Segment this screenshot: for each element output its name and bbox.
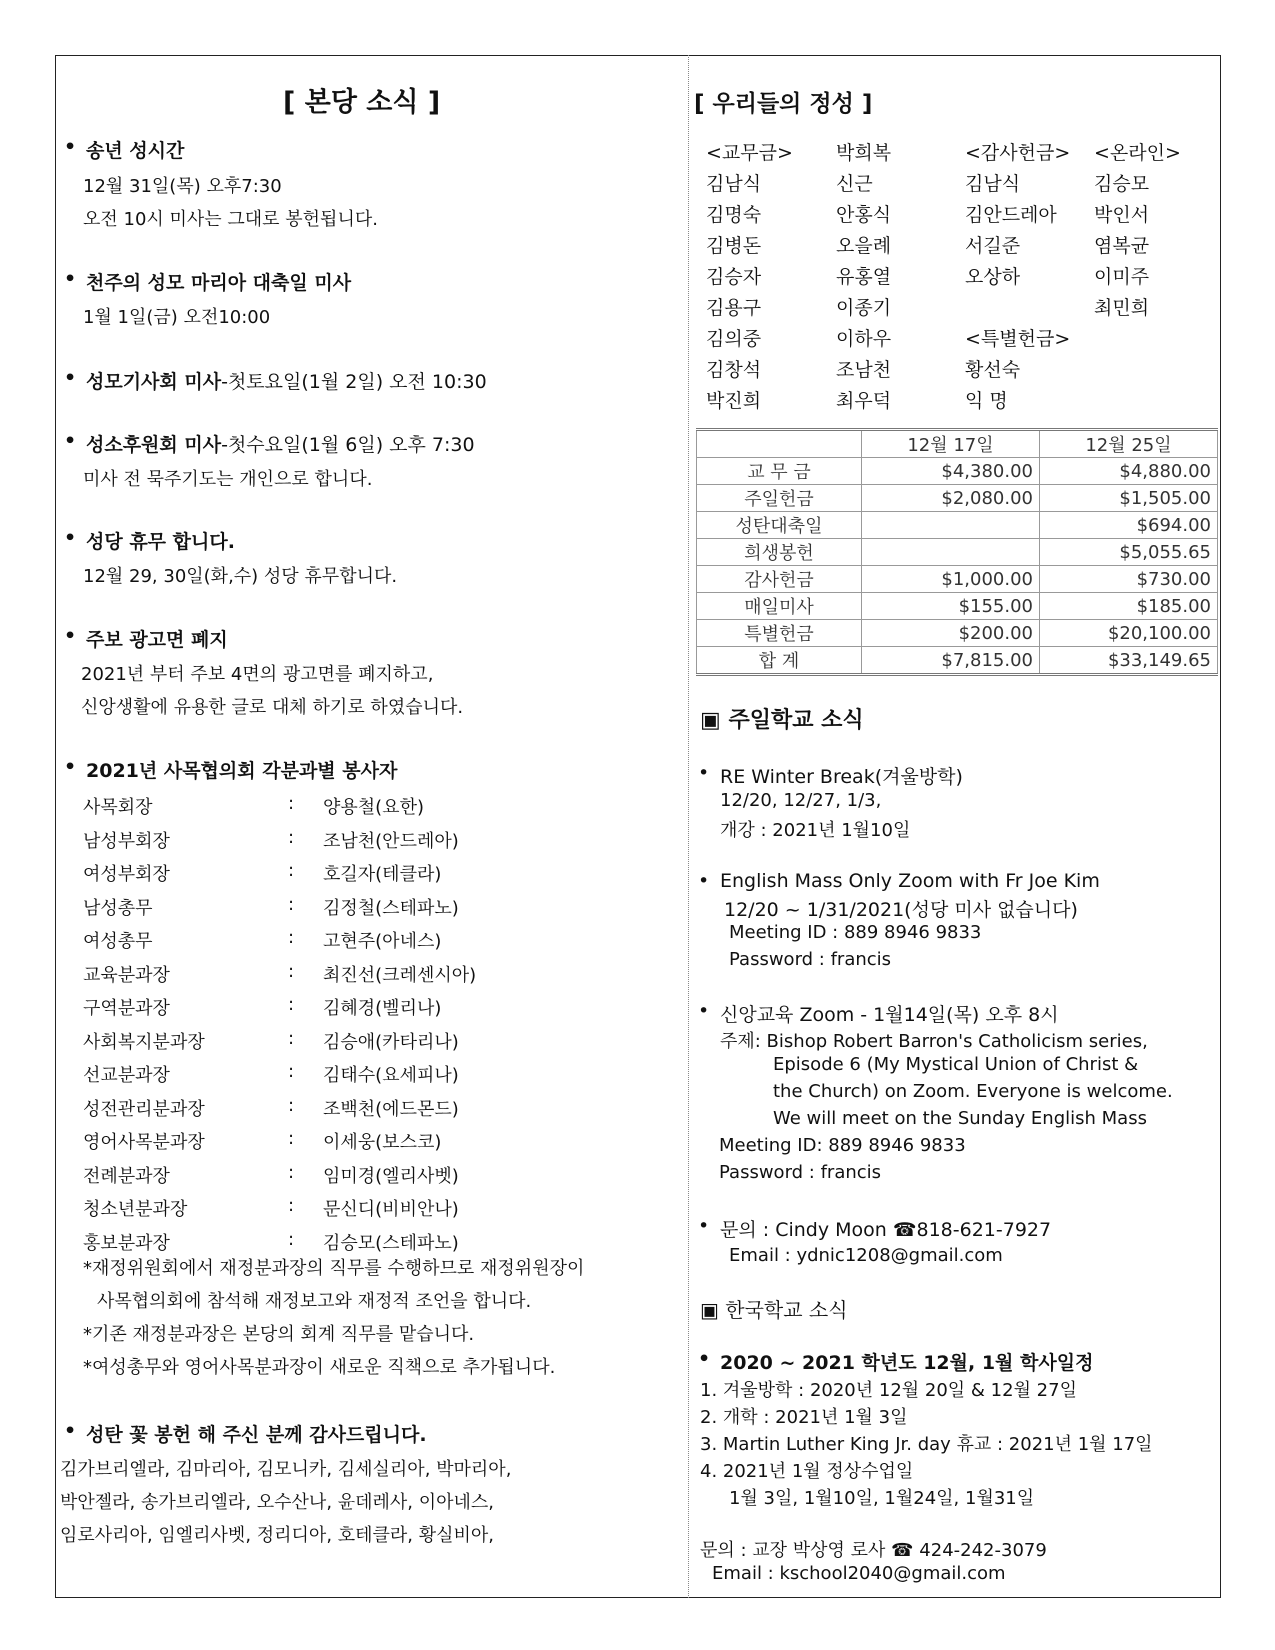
council-colon: : (288, 1027, 295, 1049)
note-line: *여성총무와 영어사목분과장이 새로운 직책으로 추가됩니다. (83, 1357, 556, 1378)
donor-cell: 김창석 (706, 359, 762, 381)
finance-value: $155.00 (862, 593, 1040, 620)
finance-value: $2,080.00 (862, 485, 1040, 512)
faith-line: Episode 6 (My Mystical Union of Christ & (773, 1054, 1139, 1075)
korean-school-title: ▣ 한국학교 소식 (700, 1298, 848, 1322)
finance-row (697, 593, 1218, 620)
break-title: • RE Winter Break(겨울방학) (720, 762, 963, 789)
faith-line: We will meet on the Sunday English Mass (773, 1108, 1147, 1129)
finance-value: $1,505.00 (1040, 485, 1218, 512)
donor-cell: 김승자 (706, 266, 762, 288)
finance-value: $1,000.00 (862, 566, 1040, 593)
note-line: *기존 재정분과장은 본당의 회계 직무를 맡습니다. (83, 1324, 475, 1345)
donor-cell: 조남천 (836, 359, 892, 381)
donor-cell: 김안드레아 (965, 204, 1057, 226)
council-role: 사회복지분과장 (83, 1031, 205, 1053)
finance-row (697, 647, 1218, 675)
column-divider (688, 55, 689, 1598)
finance-row (697, 539, 1218, 566)
council-role: 교육분과장 (83, 964, 170, 986)
council-colon: : (288, 960, 295, 982)
sunday-school-title: ▣ 주일학교 소식 (700, 708, 864, 733)
finance-row (697, 566, 1218, 593)
finance-label: 주일헌금 (697, 485, 862, 512)
council-name: 양용철(요한) (323, 797, 424, 818)
finance-row (697, 512, 1218, 539)
finance-label: 합 계 (697, 647, 862, 675)
finance-label: 감사헌금 (697, 566, 862, 593)
donor-cell: 황선숙 (965, 359, 1021, 381)
council-name: 고현주(아네스) (323, 931, 442, 952)
council-role: 성전관리분과장 (83, 1098, 205, 1120)
item-line: 미사 전 묵주기도는 개인으로 합니다. (83, 469, 373, 490)
council-name: 조백천(에드몬드) (323, 1098, 459, 1120)
korean-contact: 문의 : 교장 박상영 로사 ☎ 424-242-3079 (700, 1540, 1047, 1561)
mass-line: Meeting ID : 889 8946 9833 (729, 922, 982, 943)
council-role: 청소년분과장 (83, 1199, 188, 1220)
finance-value: $7,815.00 (862, 647, 1040, 675)
council-name: 임미경(엘리사벳) (323, 1165, 459, 1187)
council-role: 전례분과장 (83, 1165, 170, 1187)
flower-line: 김가브리엘라, 김마리아, 김모니카, 김세실리아, 박마리아, (60, 1459, 512, 1480)
finance-table (696, 428, 1218, 676)
flower-line: 임로사리아, 임엘리사벳, 정리디아, 호테클라, 황실비아, (60, 1525, 495, 1546)
donor-cell: 김명숙 (706, 204, 762, 226)
item-title: • 성소후원회 미사-첫수요일(1월 6일) 오후 7:30 (86, 430, 475, 457)
sunday-email: Email : ydnic1208@gmail.com (729, 1245, 1003, 1266)
finance-row (697, 485, 1218, 512)
council-colon: : (288, 793, 295, 814)
council-role: 구역분과장 (83, 998, 170, 1019)
item-title: • 성당 휴무 합니다. (86, 527, 235, 554)
council-name: 조남천(안드레아) (323, 830, 459, 852)
council-colon: : (288, 927, 295, 948)
korean-email: Email : kschool2040@gmail.com (712, 1563, 1006, 1584)
council-colon: : (288, 1228, 295, 1250)
donor-cell: 서길준 (965, 235, 1021, 257)
finance-label: 성탄대축일 (697, 512, 862, 539)
donor-cell: 박희복 (836, 142, 892, 164)
council-colon: : (288, 1195, 295, 1216)
council-name: 김태수(요세피나) (323, 1065, 459, 1086)
item-title: • 천주의 성모 마리아 대축일 미사 (86, 268, 351, 295)
break-line: 개강 : 2021년 1월10일 (720, 820, 911, 841)
council-name: 김승모(스테파노) (323, 1232, 459, 1254)
donor-cell: 이종기 (836, 297, 892, 319)
sunday-contact: • 문의 : Cindy Moon ☎818-621-7927 (720, 1215, 1051, 1242)
donor-cell: 김남식 (706, 173, 762, 195)
donor-cell: 김승모 (1094, 173, 1150, 195)
council-role: 선교분과장 (83, 1065, 170, 1086)
finance-header-row (697, 430, 1218, 458)
item-title: • 성모기사회 미사-첫토요일(1월 2일) 오전 10:30 (86, 367, 487, 394)
donor-cell: 안홍식 (836, 204, 892, 226)
flower-line: 박안젤라, 송가브리엘라, 오수산나, 윤데레사, 이아네스, (60, 1492, 495, 1513)
donor-cell: <특별헌금> (965, 328, 1071, 350)
item-line: 2021년 부터 주보 4면의 광고면를 폐지하고, (81, 664, 434, 685)
council-colon: : (288, 994, 295, 1015)
donor-cell: 이하우 (836, 328, 892, 350)
finance-value: $4,380.00 (862, 458, 1040, 485)
sched-line: 1. 겨울방학 : 2020년 12월 20일 & 12월 27일 (700, 1380, 1077, 1401)
finance-value: $4,880.00 (1040, 458, 1218, 485)
finance-value (862, 512, 1040, 539)
item-title: • 송년 성시간 (86, 136, 184, 163)
council-role: 홍보분과장 (83, 1232, 170, 1254)
item-line: 신앙생활에 유용한 글로 대체 하기로 하였습니다. (81, 697, 464, 718)
finance-label: 희생봉헌 (697, 539, 862, 566)
council-name: 김정철(스테파노) (323, 897, 459, 919)
item-line: 1월 1일(금) 오전10:00 (83, 307, 271, 328)
finance-row (697, 458, 1218, 485)
council-colon: : (288, 1094, 295, 1116)
council-colon: : (288, 893, 295, 915)
council-colon: : (288, 1061, 295, 1082)
mass-line: Password : francis (729, 949, 892, 970)
donor-cell: 유홍열 (836, 266, 892, 288)
council-role: 여성부회장 (83, 864, 170, 885)
council-name: 호길자(테클라) (323, 864, 442, 885)
council-colon: : (288, 1161, 295, 1183)
sched-line: 4. 2021년 1월 정상수업일 (700, 1461, 914, 1482)
council-name: 김승애(카타리나) (323, 1031, 459, 1053)
item-line: 12월 31일(목) 오후7:30 (83, 176, 282, 197)
finance-value: $200.00 (862, 620, 1040, 647)
finance-value (862, 539, 1040, 566)
finance-header (697, 430, 862, 458)
donor-cell: 김용구 (706, 297, 762, 319)
finance-label: 교 무 금 (697, 458, 862, 485)
donor-cell: 오상하 (965, 266, 1021, 288)
finance-label: 특별헌금 (697, 620, 862, 647)
finance-value: $185.00 (1040, 593, 1218, 620)
faith-title: • 신앙교육 Zoom - 1월14일(목) 오후 8시 (720, 1000, 1059, 1027)
donor-cell: 이미주 (1094, 266, 1150, 288)
sched-line: 1월 3일, 1월10일, 1월24일, 1월31일 (729, 1488, 1035, 1509)
sched-line: 2. 개학 : 2021년 1월 3일 (700, 1407, 908, 1428)
faith-line: Password : francis (719, 1162, 882, 1183)
mass-title: • English Mass Only Zoom with Fr Joe Kim (720, 870, 1100, 892)
item-line: 오전 10시 미사는 그대로 봉헌됩니다. (83, 209, 378, 230)
mass-line: 12/20 ~ 1/31/2021(성당 미사 없습니다) (724, 899, 1078, 921)
council-role: 여성총무 (83, 931, 153, 952)
finance-value: $730.00 (1040, 566, 1218, 593)
council-role: 영어사목분과장 (83, 1132, 205, 1153)
council-name: 문신디(비비안나) (323, 1199, 459, 1220)
council-role: 남성총무 (83, 897, 153, 919)
council-name: 최진선(크레센시아) (323, 964, 477, 986)
donor-cell: 최민희 (1094, 297, 1150, 319)
faith-line: 주제: Bishop Robert Barron's Catholicism series, (720, 1031, 1148, 1052)
finance-value: $20,100.00 (1040, 620, 1218, 647)
faith-line: Meeting ID: 889 8946 9833 (719, 1135, 966, 1156)
item-title: • 주보 광고면 폐지 (86, 625, 228, 652)
donor-cell: 김병돈 (706, 235, 762, 257)
donor-cell: 신근 (836, 173, 873, 195)
sched-title: • 2020 ~ 2021 학년도 12월, 1월 학사일정 (720, 1348, 1093, 1375)
finance-label: 매일미사 (697, 593, 862, 620)
item-title: • 2021년 사목협의회 각분과별 봉사자 (86, 756, 397, 783)
left-heading: [ 본당 소식 ] (283, 87, 441, 118)
donor-cell: <온라인> (1094, 142, 1181, 164)
council-name: 김혜경(벨리나) (323, 998, 442, 1019)
finance-header: 12월 17일 (862, 430, 1040, 458)
break-line: 12/20, 12/27, 1/3, (720, 790, 882, 811)
finance-row (697, 620, 1218, 647)
donor-cell: 최우덕 (836, 390, 892, 412)
finance-header: 12월 25일 (1040, 430, 1218, 458)
donor-cell: 염복균 (1094, 235, 1150, 257)
donor-cell: 오을례 (836, 235, 892, 257)
council-colon: : (288, 1128, 295, 1149)
donor-cell: 김의중 (706, 328, 762, 350)
donor-cell: 익 명 (965, 390, 1008, 412)
council-colon: : (288, 860, 295, 881)
council-role: 남성부회장 (83, 830, 170, 852)
donor-cell: <교무금> (706, 142, 793, 164)
council-name: 이세웅(보스코) (323, 1132, 442, 1153)
council-role: 사목회장 (83, 797, 153, 818)
donor-cell: <감사헌금> (965, 142, 1071, 164)
note-line: 사목협의회에 참석해 재정보고와 재정적 조언을 합니다. (97, 1291, 532, 1312)
finance-value: $5,055.65 (1040, 539, 1218, 566)
finance-value: $694.00 (1040, 512, 1218, 539)
donor-cell: 박인서 (1094, 204, 1150, 226)
sched-line: 3. Martin Luther King Jr. day 휴교 : 2021년 1월 17일 (700, 1434, 1153, 1455)
note-line: *재정위원회에서 재정분과장의 직무를 수행하므로 재정위원장이 (83, 1258, 585, 1279)
finance-value: $33,149.65 (1040, 647, 1218, 675)
item-line: 12월 29, 30일(화,수) 성당 휴무합니다. (83, 566, 398, 587)
right-heading: [ 우리들의 정성 ] (694, 91, 873, 117)
donor-cell: 김남식 (965, 173, 1021, 195)
faith-line: the Church) on Zoom. Everyone is welcome. (773, 1081, 1173, 1102)
council-colon: : (288, 826, 295, 848)
donor-cell: 박진희 (706, 390, 762, 412)
flower-title: • 성탄 꽃 봉헌 해 주신 분께 감사드립니다. (86, 1420, 427, 1447)
